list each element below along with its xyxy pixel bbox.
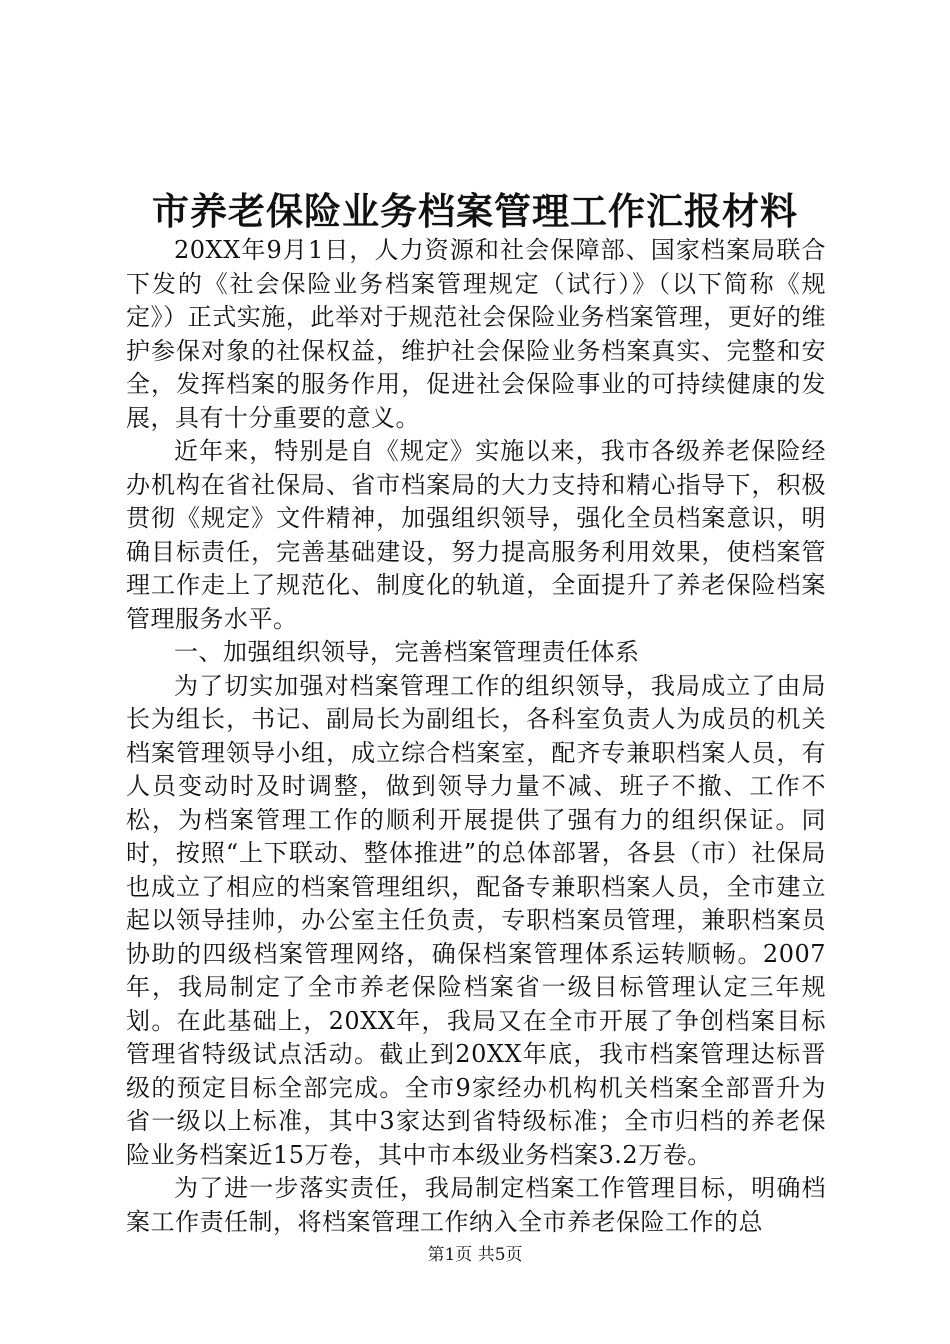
document-body: [126, 234, 826, 1239]
page-number-footer: 第1页 共5页: [427, 1245, 523, 1265]
document-title: 市养老保险业务档案管理工作汇报材料: [152, 189, 798, 233]
paragraph-intro: 20XX年9月1日，人力资源和社会保障部、国家档案局联合下发的《社会保险业务档案管理规定（试行）》（以下简称《规定》）正式实施，此举对于规范社会保险业务档案管理，更好的维护参保对象的社保权益，维护社会保险业务档案真实、完整和安全，发挥档案的服务作用，促进社会保险事业的可持续健康的发展，具有十分重要的意义。: [126, 236, 826, 432]
paragraph-overview: 近年来，特别是自《规定》实施以来，我市各级养老保险经办机构在省社保局、省市档案局的大力支持和精心指导下，积极贯彻《规定》文件精神，加强组织领导，强化全员档案意识，明确目标责任，完善基础建设，努力提高服务利用效果，使档案管理工作走上了规范化、制度化的轨道，全面提升了养老保险档案管理服务水平。: [126, 437, 826, 633]
section-heading-1: 一、加强组织领导，完善档案管理责任体系: [174, 638, 640, 666]
paragraph-organization: 为了切实加强对档案管理工作的组织领导，我局成立了由局长为组长，书记、副局长为副组长，各科室负责人为成员的机关档案管理领导小组，成立综合档案室，配齐专兼职档案人员，有人员变动时及时调整，做到领导力量不减、班子不撤、工作不松，为档案管理工作的顺利开展提供了强有力的组织保证。同时，按照“上下联动、整体推进”的总体部署，各县（市）社保局也成立了相应的档案管理组织，配备专兼职档案人员，全市建立起以领导挂帅，办公室主任负责，专职档案员管理，兼职档案员协助的四级档案管理网络，确保档案管理体系运转顺畅。2007年，我局制定了全市养老保险档案省一级目标管理认定三年规划。在此基础上，20XX年，我局又在全市开展了争创档案目标管理省特级试点活动。截止到20XX年底，我市档案管理达标晋级的预定目标全部完成。全市9家经办机构机关档案全部晋升为省一级以上标准，其中3家达到省特级标准；全市归档的养老保险业务档案近15万卷，其中市本级业务档案3.2万卷。: [126, 671, 826, 1169]
paragraph-responsibility: 为了进一步落实责任，我局制定档案工作管理目标，明确档案工作责任制，将档案管理工作纳入全市养老保险工作的总: [126, 1174, 826, 1236]
